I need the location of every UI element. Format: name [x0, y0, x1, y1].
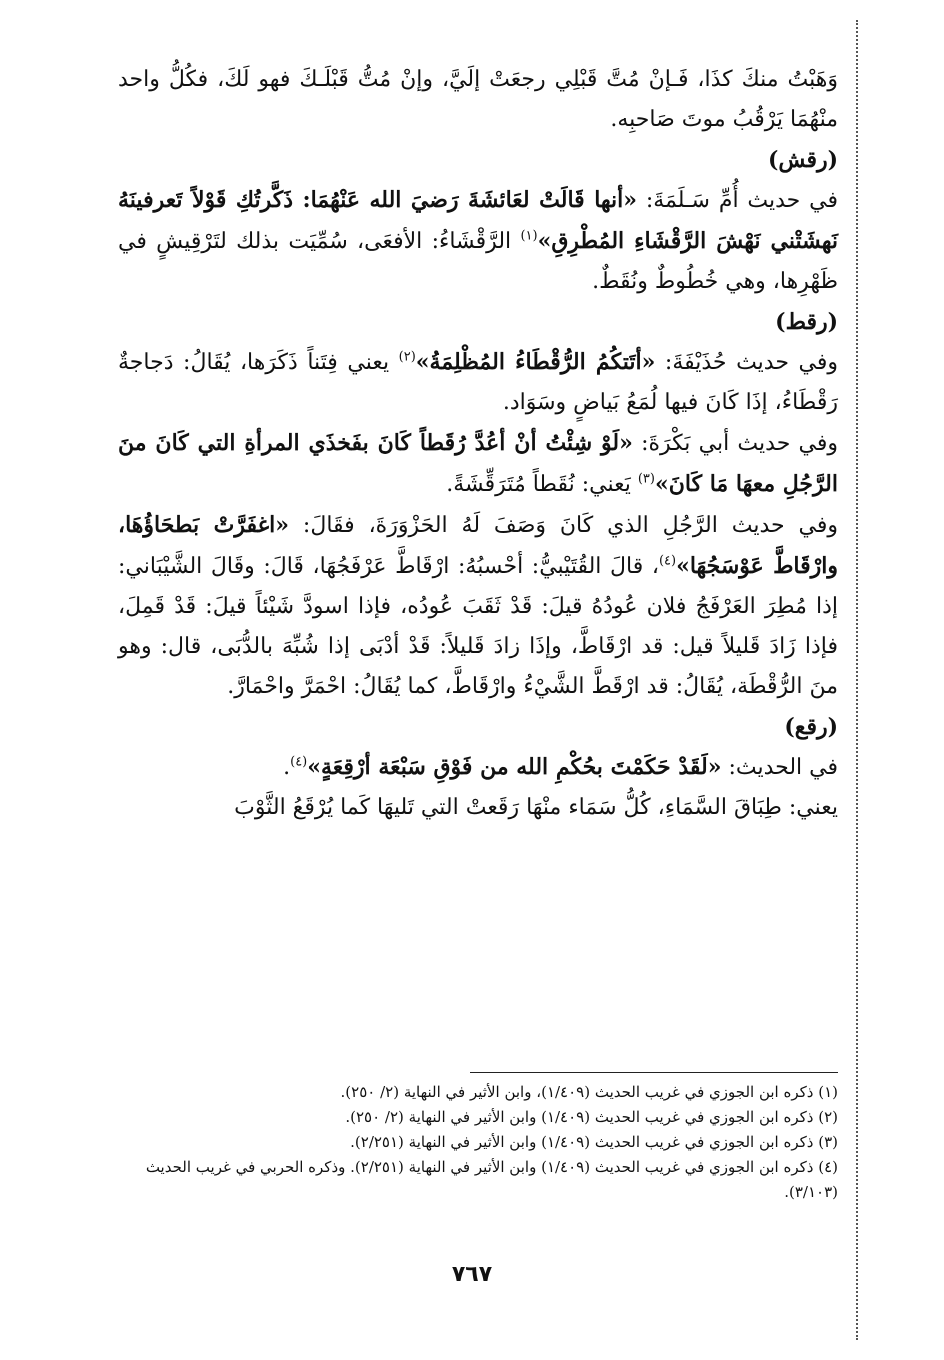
footnote-marker: (٣): [637, 471, 655, 487]
hadith-quote: «لَوْ شِئْتُ أنْ أعُدَّ رُقَطاً كَانَ بفَخذَي المرأةِ التي كَانَ منَ الرَّجُلِ معهَا مَا كَانَ»: [118, 430, 838, 497]
text-paragraph: [118, 747, 838, 788]
entry-heading: (رقش): [767, 147, 838, 173]
hadith-quote: «أنها قَالَتْ لعَائشَةَ رَضيَ الله عَنْهُمَا: ذَكَّرتُكِ قَوْلاً تَعرفينَهُ نَهشَتْني نَهْشَ الرَّقْشَاءِ المُطْرِقِ»: [118, 187, 838, 254]
text-run: وفي حديث أبي بَكْرَةَ:: [632, 431, 838, 456]
text-run: وفي حديث حُذَيْفَةَ:: [655, 350, 838, 375]
entry-heading: (رقع): [784, 714, 838, 740]
text-run: يَعني: نُقَطاً مُتَرَقِّشَةً.: [446, 472, 638, 497]
footnote-marker: (٤): [290, 754, 308, 770]
footnote: (١) ذكره ابن الجوزي في غريب الحديث (١/٤٠٩)، وابن الأثير في النهاية (٢/ ٢٥٠).: [340, 1083, 838, 1101]
text-run: وَهَبْتُ منكَ كذَا، فَـإنْ مُتَّ قَبْلِي رجعَتْ إلَيَّ، وإنْ مُتُّ قَبْلَـكَ فهو لَكَ، فكُلُّ واحد منْهُمَا يَرْقُبُ موتَ صَاحبِه.: [118, 67, 838, 132]
footnote-marker: (٤): [658, 553, 677, 569]
text-paragraph: [118, 180, 838, 302]
text-paragraph: [118, 788, 838, 828]
page-number: ٧٦٧: [451, 1262, 493, 1287]
hadith-quote: «اغفَرَّتْ بَطحَاؤُهَا، وارْقَاطَّ عَوْسَجُهَا»: [118, 512, 838, 579]
text-paragraph: [118, 505, 838, 707]
footnotes: [138, 1080, 838, 1205]
footnote-marker: (١): [520, 228, 538, 244]
text-run: .: [283, 755, 291, 780]
hadith-quote: «أتَتكُمُ الرُّقْطَاءُ المُظْلِمَةُ»: [415, 349, 656, 375]
text-run: الرَّقْشَاءُ: الأفعَى، سُمِّيَت بذلك لتَرْقِيشٍ في ظَهْرِها، وهي خُطُوطٌ ونُقَطٌ.: [118, 229, 838, 294]
text-run: وفي حديث الرَّجُلِ الذي كَانَ وَصَفَ لَهُ الحَزْوَرَةَ، فقَالَ:: [289, 513, 839, 538]
margin-dotted-rule: [856, 20, 858, 1340]
hadith-quote: «لَقَدْ حَكَمْتَ بحُكْمِ الله من فَوْقِ سَبْعَة أرْقِعَةٍ»: [307, 754, 722, 780]
text-run: يعني فِتَناً ذَكَرَها، يُقَالُ: دَجاجةٌ رَقْطَاءُ، إذَا كَانَ فيها لُمَعُ بَياضٍ وسَوَاد.: [118, 350, 838, 415]
footnote-separator: [470, 1072, 838, 1073]
text-run: في حديث أُمِّ سَـلَمَةَ:: [637, 188, 838, 213]
text-run: في الحديث:: [721, 755, 838, 780]
text-paragraph: [118, 342, 838, 423]
text-run: ، قالَ القُتَيْبيُّ: أحْسبُهُ: ارْقَاطَّ عَرْفَجُهَا، قَالَ: وقَالَ الشَّيْبَاني: إذا مُطِرَ العَرْفَجُ فلان عُودُهُ قيلَ: قَدْ ثَقَبَ عُودُه، فإذا اسودَّ شَيْئاً قيلَ: قَدْ قَمِلَ، فإذا زَادَ قَليلاً قيل: قد ارْقَاطَّ، وإذَا زادَ قَليلاً: قَدْ أدْبَى إذا شُبِّهَ بالدُّبَى، قال: وهو منَ الرُّقْطَة، يُقَالُ: قد ارْقَطَّ الشَّيْءُ وارْقَاطَّ، كما يُقَالُ: احْمَرَّ واحْمَارَّ.: [118, 554, 838, 699]
entry-heading: (رقط): [775, 309, 838, 335]
footnote: (٢) ذكره ابن الجوزي في غريب الحديث (١/٤٠٩) وابن الأثير في النهاية (٢/ ٢٥٠).: [345, 1108, 838, 1126]
main-text: [118, 60, 838, 828]
footnote: (٤) ذكره ابن الجوزي في غريب الحديث (١/٤٠٩) وابن الأثير في النهاية (٢/٢٥١). وذكره الحربي في غريب الحديث (٣/١٠٣).: [145, 1158, 838, 1201]
text-run: يعني: طِبَاقَ السَّمَاءِ، كُلُّ سَمَاء منْهَا رَقَعتْ التي تَليهَا كَما يُرْقَعُ الثَّوْبَ: [234, 795, 838, 820]
footnote-marker: (٢): [398, 349, 416, 365]
footnote: (٣) ذكره ابن الجوزي في غريب الحديث (١/٤٠٩) وابن الأثير في النهاية (٢/٢٥١).: [350, 1133, 838, 1151]
text-paragraph: [118, 423, 838, 505]
text-paragraph: [118, 60, 838, 140]
